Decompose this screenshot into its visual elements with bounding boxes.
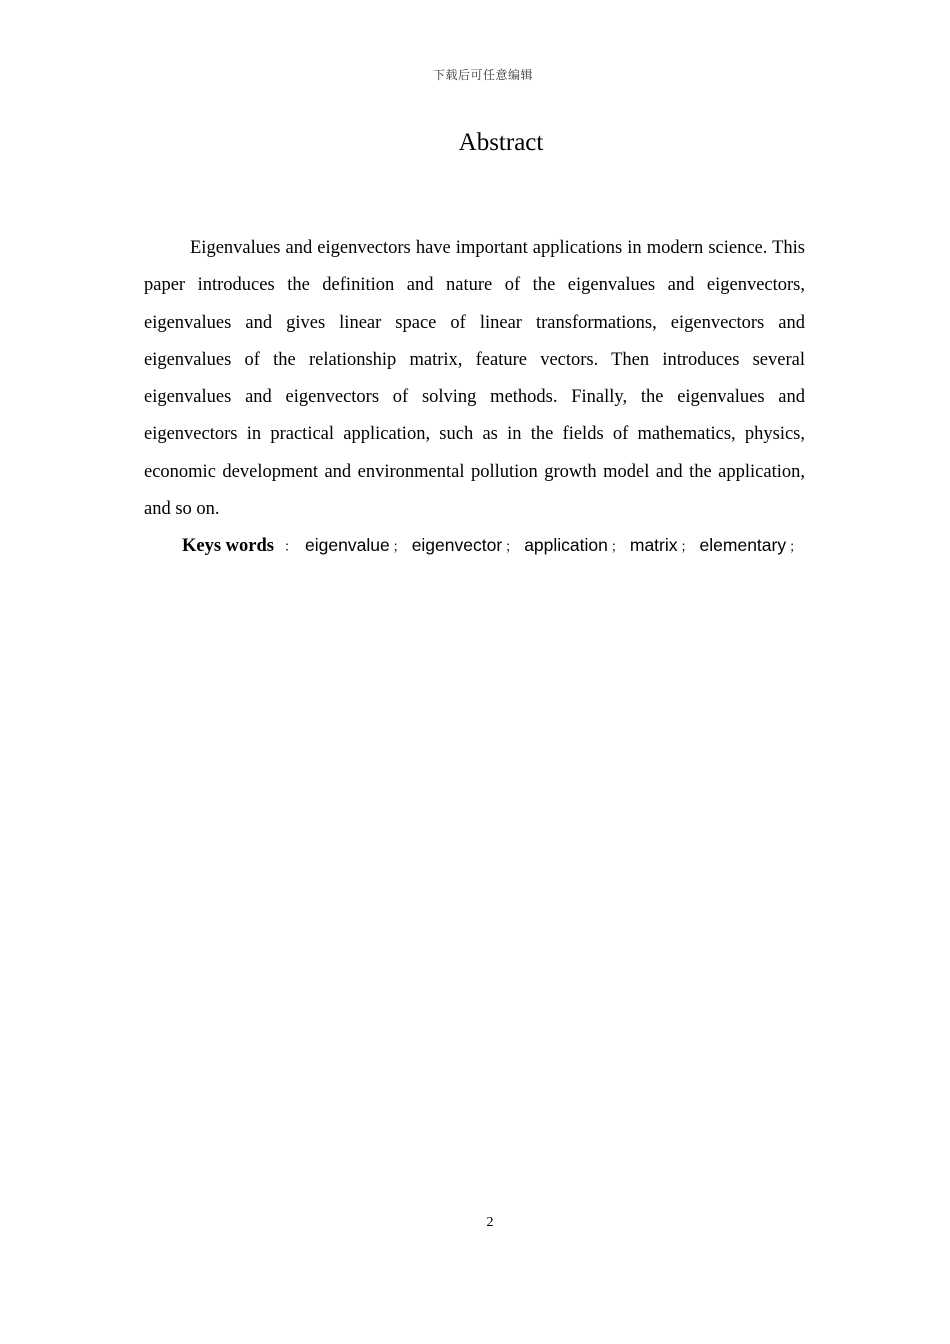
keywords-colon: ： — [284, 540, 298, 555]
keywords-line — [182, 531, 822, 562]
header-note: 下载后可任意编辑 — [432, 68, 533, 82]
keywords-label: Keys words — [182, 536, 274, 556]
keyword-item: application — [524, 535, 608, 555]
page-title: Abstract — [458, 129, 544, 156]
keyword-separator: ； — [610, 540, 624, 555]
keyword-separator: ； — [680, 540, 694, 555]
keyword-separator: ； — [505, 540, 519, 555]
page-number: 2 — [486, 1215, 494, 1230]
keyword-item: eigenvalue — [305, 535, 390, 555]
keyword-item: matrix — [629, 535, 678, 555]
abstract-body: Eigenvalues and eigenvectors have important applications in modern science. This paper introduces the definition and nature of the eigenvalues and eigenvectors, eigenvalues and gives linear space of linear transformations, eigenvectors and eigenvalues of the relationship matrix, feature vectors. Then introduces several eigenvalues and eigenvectors of solving methods. Finally, the eigenvalues and eigenvectors in practical application, such as in the fields of mathematics, physics, economic development and environmental pollution growth model and the application, and so on. — [144, 238, 805, 520]
keyword-separator: ； — [392, 540, 406, 555]
keyword-item: eigenvector — [411, 535, 503, 555]
keyword-separator: ； — [789, 540, 803, 555]
keyword-item: elementary — [699, 535, 787, 555]
